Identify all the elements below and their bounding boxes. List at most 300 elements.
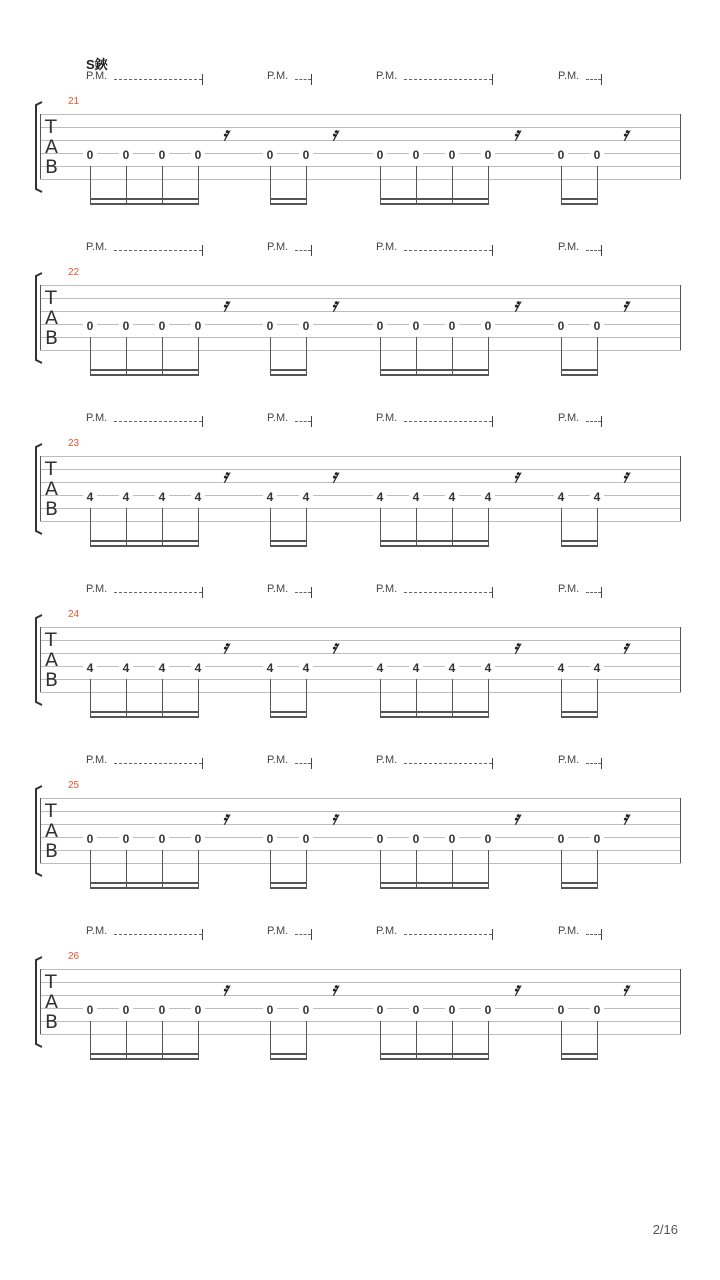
palm-mute-end — [601, 74, 602, 85]
tab-clef-letter: T — [45, 629, 57, 651]
fret-number: 0 — [554, 320, 568, 332]
fret-number: 0 — [590, 320, 604, 332]
palm-mute-dash — [114, 592, 202, 593]
staff-bracket — [34, 101, 43, 193]
note-beam — [380, 882, 489, 884]
tab-clef-letter: A — [45, 649, 58, 671]
note-beam — [90, 203, 199, 205]
palm-mute-label: P.M. — [376, 754, 398, 766]
sixteenth-rest: 𝄿 — [621, 295, 633, 316]
note-beam — [380, 887, 489, 889]
fret-number: 0 — [590, 833, 604, 845]
tab-clef-letter: B — [45, 669, 59, 691]
fret-number: 4 — [409, 491, 423, 503]
fret-number: 0 — [155, 320, 169, 332]
note-beam — [90, 716, 199, 718]
fret-number: 0 — [191, 1004, 205, 1016]
palm-mute-marking — [86, 70, 204, 86]
palm-mute-dash — [404, 421, 492, 422]
fret-number: 0 — [155, 833, 169, 845]
fret-number: 0 — [119, 1004, 133, 1016]
note-beam — [380, 203, 489, 205]
palm-mute-marking — [86, 412, 204, 428]
palm-mute-marking — [558, 754, 603, 770]
palm-mute-marking — [376, 583, 494, 599]
palm-mute-dash — [295, 250, 311, 251]
palm-mute-end — [601, 416, 602, 427]
palm-mute-dash — [586, 79, 601, 80]
note-beam — [561, 203, 598, 205]
tab-clef-letter: B — [45, 840, 59, 862]
sixteenth-rest: 𝄿 — [221, 979, 233, 1000]
palm-mute-label: P.M. — [376, 583, 398, 595]
fret-number: 0 — [481, 1004, 495, 1016]
staff-line — [40, 995, 681, 996]
palm-mute-label: P.M. — [86, 583, 108, 595]
palm-mute-end — [202, 74, 203, 85]
palm-mute-marking — [558, 70, 603, 86]
palm-mute-end — [492, 74, 493, 85]
fret-number: 0 — [299, 149, 313, 161]
fret-number: 4 — [481, 662, 495, 674]
palm-mute-end — [492, 758, 493, 769]
tab-staff — [40, 627, 681, 692]
barline — [680, 969, 681, 1034]
fret-number: 0 — [590, 149, 604, 161]
page-number: 2/16 — [652, 1222, 678, 1237]
palm-mute-dash — [114, 421, 202, 422]
note-beam — [270, 203, 307, 205]
fret-number: 4 — [263, 491, 277, 503]
barline — [680, 456, 681, 521]
measure-number: 25 — [68, 780, 80, 791]
fret-number: 4 — [119, 662, 133, 674]
tab-system — [0, 754, 720, 925]
staff-line — [40, 469, 681, 470]
palm-mute-marking — [86, 925, 204, 941]
fret-number: 4 — [155, 662, 169, 674]
fret-number: 0 — [409, 320, 423, 332]
palm-mute-end — [202, 587, 203, 598]
fret-number: 0 — [409, 1004, 423, 1016]
palm-mute-end — [311, 245, 312, 256]
fret-number: 0 — [445, 1004, 459, 1016]
staff-line — [40, 482, 681, 483]
fret-number: 0 — [83, 149, 97, 161]
staff-line — [40, 508, 681, 509]
fret-number: 0 — [119, 833, 133, 845]
fret-number: 4 — [445, 662, 459, 674]
fret-number: 0 — [373, 1004, 387, 1016]
palm-mute-marking — [376, 754, 494, 770]
fret-number: 4 — [481, 491, 495, 503]
note-beam — [561, 374, 598, 376]
tab-clef-letter: T — [45, 116, 57, 138]
palm-mute-label: P.M. — [376, 925, 398, 937]
fret-number: 0 — [299, 1004, 313, 1016]
palm-mute-label: P.M. — [558, 583, 580, 595]
palm-mute-dash — [586, 763, 601, 764]
tab-clef-letter: T — [45, 971, 57, 993]
staff-line — [40, 298, 681, 299]
fret-number: 0 — [445, 833, 459, 845]
palm-mute-end — [601, 929, 602, 940]
staff-line — [40, 114, 681, 115]
palm-mute-dash — [404, 934, 492, 935]
palm-mute-marking — [267, 412, 313, 428]
fret-number: 0 — [373, 149, 387, 161]
staff-bracket — [34, 443, 43, 535]
staff-line — [40, 982, 681, 983]
fret-number: 0 — [191, 320, 205, 332]
tab-clef-letter: T — [45, 287, 57, 309]
palm-mute-dash — [114, 79, 202, 80]
palm-mute-label: P.M. — [376, 70, 398, 82]
note-beam — [90, 374, 199, 376]
tab-system — [0, 241, 720, 412]
note-beam — [561, 711, 598, 713]
palm-mute-label: P.M. — [86, 70, 108, 82]
palm-mute-marking — [86, 241, 204, 257]
palm-mute-end — [202, 416, 203, 427]
staff-line — [40, 179, 681, 180]
staff-line — [40, 1021, 681, 1022]
palm-mute-label: P.M. — [267, 241, 289, 253]
fret-number: 0 — [83, 833, 97, 845]
fret-number: 0 — [155, 149, 169, 161]
fret-number: 0 — [590, 1004, 604, 1016]
sixteenth-rest: 𝄿 — [330, 979, 342, 1000]
fret-number: 4 — [409, 662, 423, 674]
palm-mute-end — [492, 245, 493, 256]
fret-number: 4 — [83, 491, 97, 503]
fret-number: 4 — [155, 491, 169, 503]
fret-number: 0 — [554, 1004, 568, 1016]
palm-mute-dash — [586, 421, 601, 422]
tab-clef-letter: A — [45, 820, 58, 842]
palm-mute-marking — [267, 583, 313, 599]
note-beam — [90, 1058, 199, 1060]
barline — [680, 798, 681, 863]
palm-mute-end — [311, 929, 312, 940]
note-beam — [270, 545, 307, 547]
tab-staff — [40, 798, 681, 863]
staff-line — [40, 285, 681, 286]
palm-mute-end — [492, 416, 493, 427]
fret-number: 0 — [373, 320, 387, 332]
fret-number: 4 — [119, 491, 133, 503]
tab-clef-letter: B — [45, 498, 59, 520]
palm-mute-end — [202, 245, 203, 256]
fret-number: 4 — [263, 662, 277, 674]
staff-line — [40, 824, 681, 825]
tab-system — [0, 925, 720, 1096]
staff-line — [40, 495, 681, 496]
staff-bracket — [34, 956, 43, 1048]
staff-line — [40, 811, 681, 812]
note-beam — [380, 716, 489, 718]
palm-mute-marking — [558, 925, 603, 941]
palm-mute-marking — [267, 754, 313, 770]
note-beam — [90, 887, 199, 889]
fret-number: 0 — [373, 833, 387, 845]
measure-number: 21 — [68, 96, 80, 107]
staff-line — [40, 127, 681, 128]
palm-mute-marking — [267, 70, 313, 86]
fret-number: 4 — [191, 491, 205, 503]
palm-mute-label: P.M. — [558, 754, 580, 766]
palm-mute-end — [601, 245, 602, 256]
palm-mute-label: P.M. — [267, 70, 289, 82]
staff-line — [40, 521, 681, 522]
note-beam — [270, 716, 307, 718]
palm-mute-end — [311, 587, 312, 598]
staff-line — [40, 324, 681, 325]
palm-mute-dash — [114, 934, 202, 935]
staff-line — [40, 166, 681, 167]
palm-mute-label: P.M. — [267, 754, 289, 766]
staff-line — [40, 153, 681, 154]
tab-clef-letter: T — [45, 458, 57, 480]
tab-staff — [40, 456, 681, 521]
note-beam — [561, 1058, 598, 1060]
barline — [680, 627, 681, 692]
note-beam — [561, 545, 598, 547]
palm-mute-end — [202, 929, 203, 940]
note-beam — [90, 545, 199, 547]
fret-number: 0 — [263, 833, 277, 845]
palm-mute-label: P.M. — [267, 412, 289, 424]
staff-line — [40, 653, 681, 654]
palm-mute-end — [311, 758, 312, 769]
sixteenth-rest: 𝄿 — [221, 295, 233, 316]
palm-mute-dash — [114, 763, 202, 764]
measure-number: 23 — [68, 438, 80, 449]
sixteenth-rest: 𝄿 — [221, 124, 233, 145]
note-beam — [90, 198, 199, 200]
tab-clef-letter: B — [45, 156, 59, 178]
measure-number: 22 — [68, 267, 80, 278]
tab-clef-letter: B — [45, 327, 59, 349]
staff-line — [40, 679, 681, 680]
note-beam — [380, 374, 489, 376]
note-beam — [380, 1053, 489, 1055]
note-beam — [380, 545, 489, 547]
palm-mute-marking — [376, 241, 494, 257]
tab-clef-letter: A — [45, 307, 58, 329]
palm-mute-end — [311, 416, 312, 427]
note-beam — [270, 1053, 307, 1055]
fret-number: 0 — [119, 149, 133, 161]
staff-line — [40, 798, 681, 799]
sixteenth-rest: 𝄿 — [330, 295, 342, 316]
fret-number: 0 — [299, 833, 313, 845]
palm-mute-dash — [404, 250, 492, 251]
palm-mute-end — [601, 587, 602, 598]
staff-line — [40, 140, 681, 141]
fret-number: 0 — [83, 1004, 97, 1016]
note-beam — [380, 198, 489, 200]
note-beam — [270, 711, 307, 713]
note-beam — [561, 882, 598, 884]
palm-mute-label: P.M. — [558, 70, 580, 82]
note-beam — [561, 1053, 598, 1055]
note-beam — [270, 374, 307, 376]
note-beam — [380, 1058, 489, 1060]
fret-number: 0 — [445, 149, 459, 161]
tab-system — [0, 412, 720, 583]
palm-mute-dash — [404, 592, 492, 593]
staff-line — [40, 837, 681, 838]
sixteenth-rest: 𝄿 — [330, 124, 342, 145]
staff-line — [40, 1034, 681, 1035]
note-beam — [561, 716, 598, 718]
measure-number: 26 — [68, 951, 80, 962]
staff-line — [40, 640, 681, 641]
palm-mute-label: P.M. — [558, 412, 580, 424]
palm-mute-marking — [86, 754, 204, 770]
fret-number: 0 — [554, 149, 568, 161]
fret-number: 4 — [373, 662, 387, 674]
sixteenth-rest: 𝄿 — [621, 637, 633, 658]
palm-mute-label: P.M. — [267, 925, 289, 937]
palm-mute-label: P.M. — [376, 241, 398, 253]
note-beam — [270, 1058, 307, 1060]
sixteenth-rest: 𝄿 — [330, 466, 342, 487]
staff-bracket — [34, 614, 43, 706]
note-beam — [380, 711, 489, 713]
palm-mute-end — [492, 929, 493, 940]
sixteenth-rest: 𝄿 — [512, 466, 524, 487]
palm-mute-dash — [295, 592, 311, 593]
sixteenth-rest: 𝄿 — [512, 979, 524, 1000]
sixteenth-rest: 𝄿 — [621, 124, 633, 145]
fret-number: 4 — [445, 491, 459, 503]
staff-line — [40, 692, 681, 693]
note-beam — [561, 369, 598, 371]
sixteenth-rest: 𝄿 — [512, 808, 524, 829]
tab-clef-letter: A — [45, 478, 58, 500]
note-beam — [380, 540, 489, 542]
fret-number: 0 — [554, 833, 568, 845]
note-beam — [90, 369, 199, 371]
palm-mute-dash — [586, 250, 601, 251]
palm-mute-marking — [86, 583, 204, 599]
palm-mute-dash — [295, 934, 311, 935]
staff-line — [40, 311, 681, 312]
fret-number: 0 — [409, 833, 423, 845]
sixteenth-rest: 𝄿 — [621, 466, 633, 487]
barline — [680, 285, 681, 350]
palm-mute-end — [202, 758, 203, 769]
palm-mute-label: P.M. — [558, 925, 580, 937]
fret-number: 4 — [83, 662, 97, 674]
palm-mute-marking — [267, 241, 313, 257]
note-beam — [90, 540, 199, 542]
fret-number: 0 — [83, 320, 97, 332]
palm-mute-marking — [558, 412, 603, 428]
palm-mute-dash — [404, 763, 492, 764]
sixteenth-rest: 𝄿 — [221, 637, 233, 658]
note-beam — [270, 887, 307, 889]
note-beam — [90, 882, 199, 884]
measure-number: 24 — [68, 609, 80, 620]
palm-mute-label: P.M. — [86, 241, 108, 253]
staff-line — [40, 850, 681, 851]
note-beam — [90, 1053, 199, 1055]
sixteenth-rest: 𝄿 — [221, 808, 233, 829]
note-beam — [90, 711, 199, 713]
palm-mute-label: P.M. — [86, 412, 108, 424]
note-beam — [561, 198, 598, 200]
palm-mute-marking — [376, 412, 494, 428]
sixteenth-rest: 𝄿 — [512, 295, 524, 316]
palm-mute-marking — [558, 241, 603, 257]
sixteenth-rest: 𝄿 — [221, 466, 233, 487]
fret-number: 0 — [191, 149, 205, 161]
palm-mute-dash — [295, 763, 311, 764]
palm-mute-label: P.M. — [558, 241, 580, 253]
staff-line — [40, 666, 681, 667]
palm-mute-label: P.M. — [86, 925, 108, 937]
palm-mute-label: P.M. — [86, 754, 108, 766]
palm-mute-marking — [376, 925, 494, 941]
tab-staff — [40, 114, 681, 179]
palm-mute-end — [601, 758, 602, 769]
fret-number: 4 — [299, 491, 313, 503]
staff-line — [40, 350, 681, 351]
tab-clef-letter: A — [45, 991, 58, 1013]
note-beam — [561, 887, 598, 889]
sixteenth-rest: 𝄿 — [621, 979, 633, 1000]
fret-number: 0 — [409, 149, 423, 161]
staff-bracket — [34, 785, 43, 877]
note-beam — [270, 540, 307, 542]
palm-mute-dash — [295, 421, 311, 422]
fret-number: 0 — [481, 320, 495, 332]
tab-clef-letter: B — [45, 1011, 59, 1033]
palm-mute-label: P.M. — [376, 412, 398, 424]
tab-system — [0, 70, 720, 241]
palm-mute-dash — [114, 250, 202, 251]
fret-number: 0 — [263, 149, 277, 161]
fret-number: 4 — [299, 662, 313, 674]
fret-number: 0 — [445, 320, 459, 332]
staff-line — [40, 627, 681, 628]
staff-line — [40, 1008, 681, 1009]
fret-number: 4 — [590, 662, 604, 674]
staff-line — [40, 337, 681, 338]
sixteenth-rest: 𝄿 — [330, 637, 342, 658]
palm-mute-dash — [295, 79, 311, 80]
note-beam — [270, 882, 307, 884]
fret-number: 4 — [373, 491, 387, 503]
tab-staff — [40, 285, 681, 350]
fret-number: 0 — [263, 1004, 277, 1016]
palm-mute-dash — [586, 934, 601, 935]
part-label: S鋏 — [86, 57, 108, 72]
palm-mute-marking — [267, 925, 313, 941]
palm-mute-dash — [586, 592, 601, 593]
palm-mute-marking — [376, 70, 494, 86]
palm-mute-marking — [558, 583, 603, 599]
fret-number: 0 — [263, 320, 277, 332]
staff-line — [40, 456, 681, 457]
sixteenth-rest: 𝄿 — [621, 808, 633, 829]
fret-number: 0 — [299, 320, 313, 332]
staff-bracket — [34, 272, 43, 364]
sixteenth-rest: 𝄿 — [512, 637, 524, 658]
